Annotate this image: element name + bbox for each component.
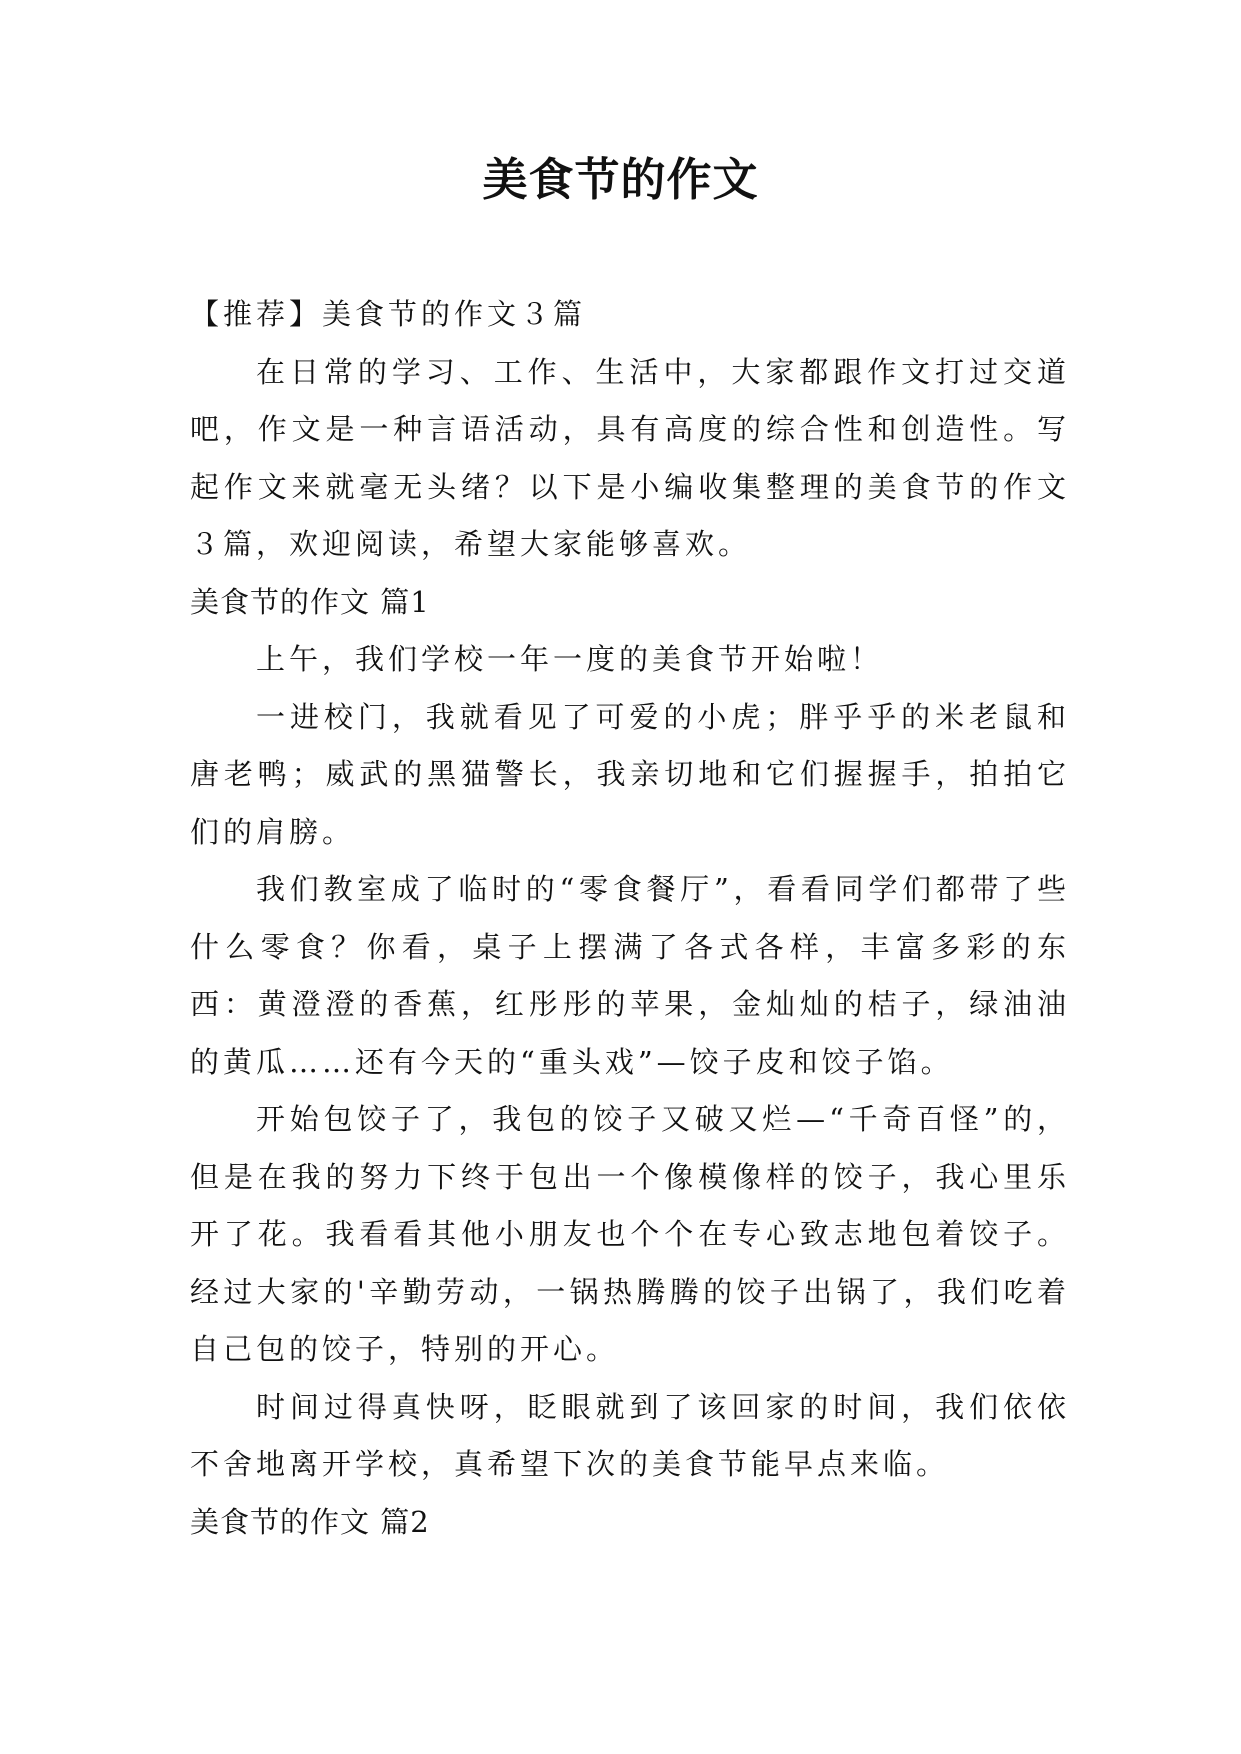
- document-subtitle: 【推荐】美食节的作文３篇: [190, 297, 587, 331]
- section-1-heading: 美食节的作文 篇1: [190, 584, 430, 619]
- document-title: 美食节的作文: [482, 153, 759, 206]
- intro-paragraph: 在日常的学习、工作、生活中，大家都跟作文打过交道吧，作文是一种言语活动，具有高度的综合性和创造性。写起作文来就毫无头绪？以下是小编收集整理的美食节的作文３篇，欢迎阅读，希望大家能够喜欢。: [190, 354, 1070, 561]
- document-body: [190, 286, 1070, 1551]
- section-1-paragraph: 时间过得真快呀，眨眼就到了该回家的时间，我们依依不舍地离开学校，真希望下次的美食节能早点来临。: [190, 1389, 1070, 1481]
- section-1-paragraph: 我们教室成了临时的“零食餐厅”，看看同学们都带了些什么零食？你看，桌子上摆满了各式各样，丰富多彩的东西：黄澄澄的香蕉，红彤彤的苹果，金灿灿的桔子，绿油油的黄瓜……还有今天的“重头戏”—饺子皮和饺子馅。: [190, 872, 1070, 1079]
- section-2-heading: 美食节的作文 篇2: [190, 1504, 430, 1539]
- section-1-paragraph: 一进校门，我就看见了可爱的小虎；胖乎乎的米老鼠和唐老鸭；威武的黑猫警长，我亲切地和它们握握手，拍拍它们的肩膀。: [190, 699, 1070, 849]
- section-1-paragraph: 开始包饺子了，我包的饺子又破又烂—“千奇百怪”的，但是在我的努力下终于包出一个像模像样的饺子，我心里乐开了花。我看看其他小朋友也个个在专心致志地包着饺子。经过大家的'辛勤劳动，一锅热腾腾的饺子出锅了，我们吃着自己包的饺子，特别的开心。: [190, 1102, 1070, 1366]
- section-1-paragraph: 上午，我们学校一年一度的美食节开始啦！: [256, 642, 884, 676]
